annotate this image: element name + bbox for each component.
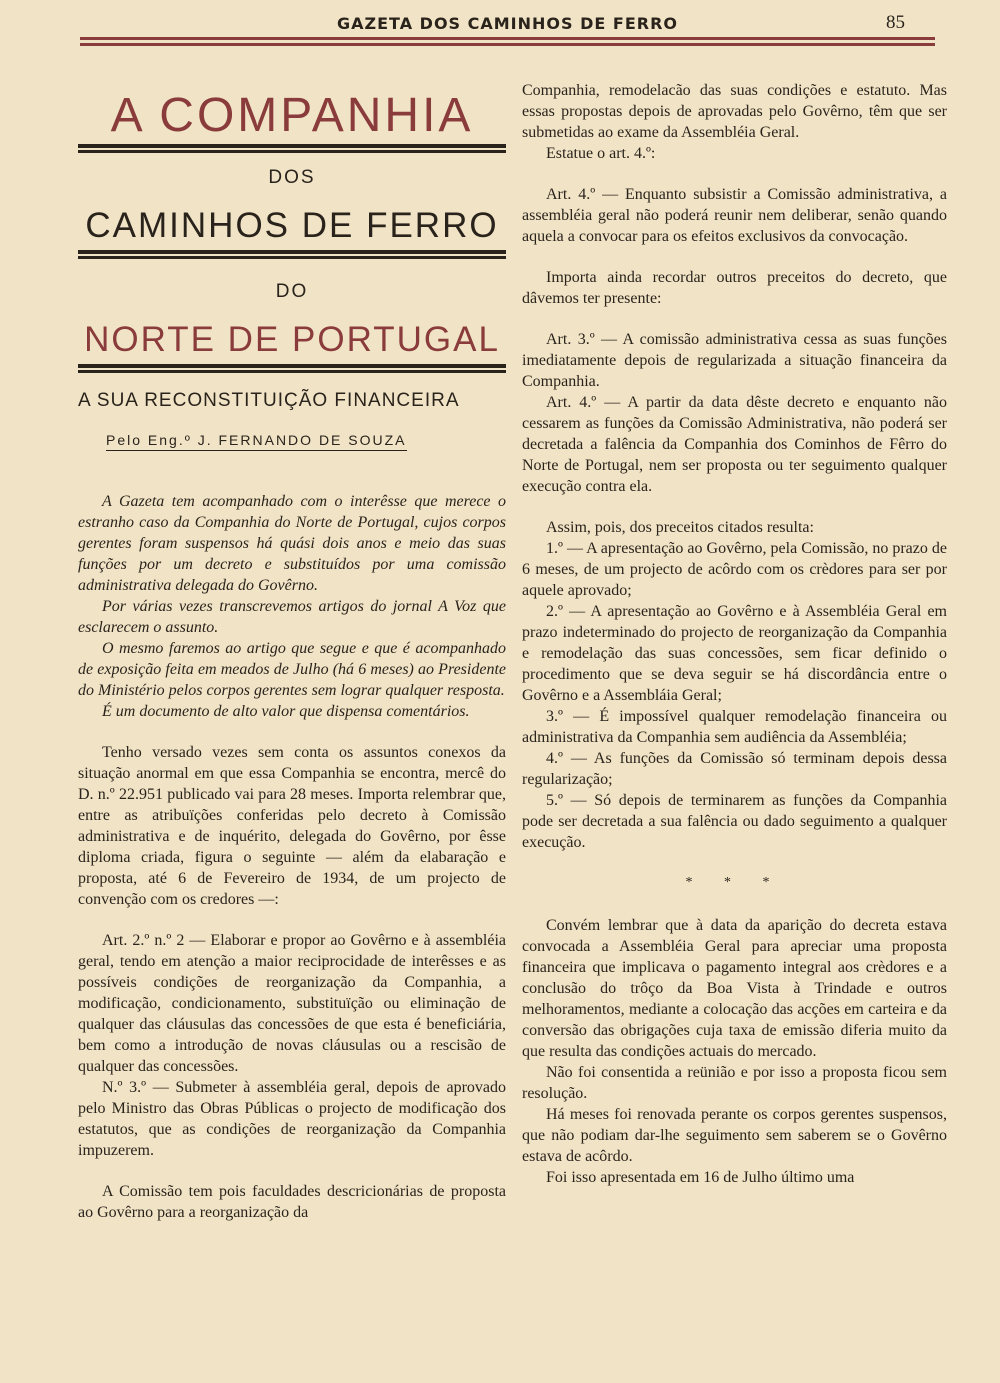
title-line-1: A COMPANHIA	[110, 89, 474, 142]
body-paragraph: Não foi consentida a reünião e por isso a proposta ficou sem resolução.	[522, 1064, 947, 1102]
journal-title: GAZETA DOS CAMINHOS DE FERRO	[336, 14, 678, 33]
list-item: 1.º — A apresentação ao Govêrno, pela Comissão, no prazo de 6 meses, de um projecto de acôrdo com os crèdores para ser por aquele aprovado;	[522, 540, 947, 599]
title-rule	[78, 144, 506, 154]
title-line-2: DOS	[268, 167, 316, 188]
body-paragraph: Convém lembrar que à data da aparição do decreta estava convocada a Assembléia Geral para apreciar uma proposta financeira que implicava o pagamento integral aos crèdores e a conclusão do trôço da Boa Vista à Trindade e outros melhoramentos, mediante a colocação das acções em carteira e da conversão das obrigações cuja taxa de emissão diferia muito da que resulta das condições actuais do mercado.	[522, 917, 947, 1060]
quoted-article: Art. 4.º — Enquanto subsistir a Comissão administrativa, a assembléia geral não poderá reunir nem deliberar, senão quando aquela a convocar para os efeitos exclusivos da convocação.	[522, 186, 947, 245]
body-paragraph: Foi isso apresentada em 16 de Julho último uma	[546, 1169, 855, 1186]
title-line-5: NORTE DE PORTUGAL	[84, 320, 500, 359]
list-item: 3.º — É impossível qualquer remodelação financeira ou administrativa da Companhia sem audiência da Assembléia;	[522, 708, 947, 746]
running-header	[80, 8, 935, 48]
byline: Pelo Eng.º J. FERNANDO DE SOUZA	[106, 432, 407, 451]
body-paragraph: Estatue o art. 4.º:	[546, 145, 656, 162]
intro-paragraph: É um documento de alto valor que dispensa comentários.	[102, 703, 470, 720]
title-line-4: DO	[275, 281, 309, 302]
body-paragraph: Assim, pois, dos preceitos citados resulta:	[546, 519, 814, 536]
quoted-article: Art. 4.º — A partir da data dêste decreto e enquanto não cessarem as funções da Comissão Administrativa, não poderá ser decretada a falência da Companhia dos Cominhos de Fêrro do Norte de Portugal, nem ser proposta ou ter seguimento qualquer execução contra ela.	[522, 394, 947, 495]
list-item: 4.º — As funções da Comissão só terminam depois dessa regularização;	[522, 750, 947, 788]
title-rule	[78, 250, 506, 260]
list-item: 5.º — Só depois de terminarem as funções da Companhia pode ser decretada a sua falência ou dado seguimento a qualquer execução.	[522, 792, 947, 851]
subtitle: A SUA RECONSTITUIÇÃO FINANCEIRA	[78, 390, 460, 411]
quoted-article: N.º 3.º — Submeter à assembléia geral, depois de aprovado pelo Ministro das Obras Públicas o projecto de modificação dos estatutos, que as condições de reorganização da Companhia impuzerem.	[78, 1079, 506, 1159]
title-rule	[78, 364, 506, 374]
body-paragraph: Tenho versado vezes sem conta os assuntos conexos da situação anormal em que essa Companhia se encontra, mercê do D. n.º 22.951 publicado vai para 28 meses. Importa relembrar que, entre as atribuïções conferidas pelo decreto à Comissão administrativa e de inquérito, delegada do Govêrno, por êsse diploma criada, figura o seguinte — além da elabaração e proposta, até 6 de Fevereiro de 1934, de um projecto de convenção com os credores —:	[78, 744, 506, 908]
list-item: 2.º — A apresentação ao Govêrno e à Assembléia Geral em prazo indeterminado do projecto de reorganização da Companhia e remodelação das suas concessões, sem ficar definido o procedimento que se deva seguir se há discordância entre o Govêrno e a Assembláia Geral;	[522, 603, 947, 704]
quoted-article: Art. 3.º — A comissão administrativa cessa as suas funções imediatamente depois de regularizada a situação financeira da Companhia.	[522, 331, 947, 390]
intro-paragraph: A Gazeta tem acompanhado com o interêsse que merece o estranho caso da Companhia do Norte de Portugal, cujos corpos gerentes foram suspensos há quási dois anos e meio das suas funções por um decreto e substituídos por uma comissão administrativa delegada do Govêrno.	[78, 493, 506, 594]
page-number: 85	[886, 12, 905, 33]
section-separator: * * *	[685, 875, 784, 890]
title-line-3: CAMINHOS DE FERRO	[85, 206, 499, 245]
right-column	[522, 80, 947, 1188]
intro-paragraph: Por várias vezes transcrevemos artigos do jornal A Voz que esclarecem o assunto.	[78, 598, 506, 636]
header-rule	[80, 37, 935, 40]
body-paragraph: Companhia, remodelacão das suas condições e estatuto. Mas essas propostas depois de aprovadas pelo Govêrno, têm que ser submetidas ao exame da Assembléia Geral.	[522, 82, 947, 141]
intro-paragraph: O mesmo faremos ao artigo que segue e que é acompanhado de exposição feita em meados de Julho (há 6 meses) ao Presidente do Ministério pelos corpos gerentes sem lograr qualquer resposta.	[78, 640, 506, 699]
header-rule	[80, 43, 935, 46]
body-paragraph: Importa ainda recordar outros preceitos do decreto, que dâvemos ter presente:	[522, 269, 947, 307]
body-paragraph: Há meses foi renovada perante os corpos gerentes suspensos, que não podiam dar-lhe seguimento sem saberem se o Govêrno estava de acôrdo.	[522, 1106, 947, 1165]
quoted-article: Art. 2.º n.º 2 — Elaborar e propor ao Govêrno e à assembléia geral, tendo em atenção a maior reciprocidade de interêsses e as possíveis condições de reorganização da Companhia, a modificação, condicionamento, substituïção ou eliminação de qualquer das cláusulas das concessões de que esta é beneficiária, bem como a introdução de novas cláusulas ou a rescisão de qualquer das concessões.	[78, 932, 506, 1075]
body-paragraph: A Comissão tem pois faculdades descricionárias de proposta ao Govêrno para a reorganização da	[78, 1183, 506, 1221]
left-column	[78, 80, 506, 1223]
